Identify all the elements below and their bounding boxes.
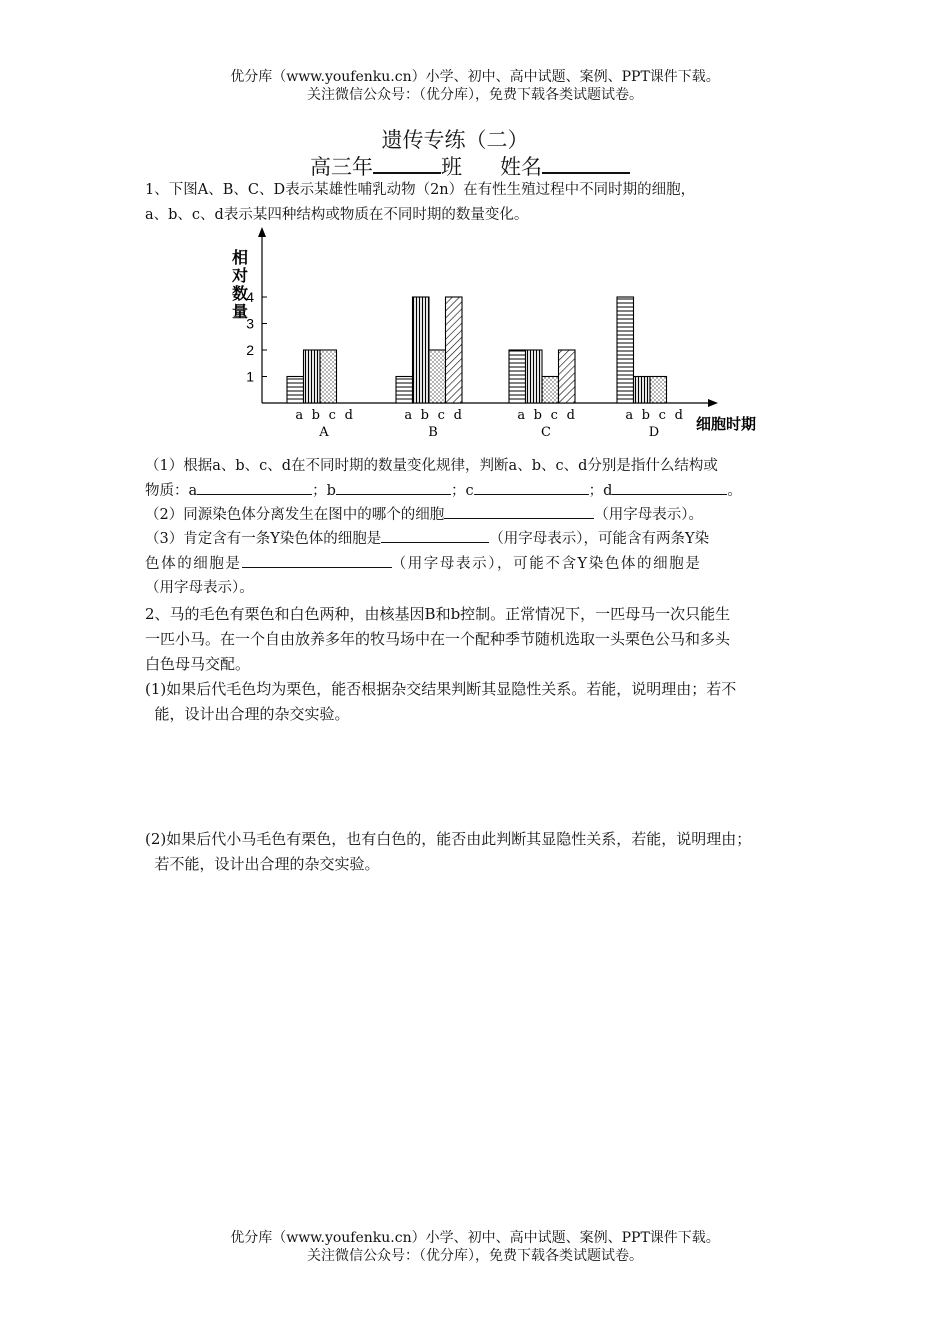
y-axis-label-char: 量: [231, 302, 249, 321]
q1-part2-end: （用字母表示）。: [594, 507, 703, 523]
series-label: d: [674, 408, 683, 423]
series-label: d: [566, 408, 575, 423]
q2-sub1-answer-area[interactable]: [145, 728, 805, 824]
series-label: a: [517, 408, 526, 423]
page-title: 遗传专练（二）: [381, 128, 529, 152]
bar-B-a: [396, 377, 413, 404]
student-info: [310, 151, 630, 181]
group-label-D: D: [648, 425, 660, 440]
y-tick-label: 4: [246, 289, 254, 305]
grade-label: 高三年: [310, 155, 373, 179]
bar-D-c: [650, 377, 667, 404]
q1-intro-2: a、b、c、d表示某四种结构或物质在不同时期的数量变化。: [145, 207, 529, 223]
footer-line-1: 优分库（www.youfenku.cn）小学、初中、高中试题、案例、PPT课件下载。: [230, 1230, 720, 1246]
x-axis-label: 细胞时期: [696, 415, 757, 433]
q2-sub2-line1: (2)如果后代小马毛色有栗色，也有白色的，能否由此判断其显隐性关系，若能，说明理由；: [145, 830, 752, 848]
class-label: 班: [441, 155, 462, 179]
q1-part3-text-d: （用字母表示），可能不含Y染色体的细胞是: [391, 556, 702, 572]
series-label: a: [404, 408, 413, 423]
q1-part3-line2: [145, 553, 701, 574]
y-tick-label: 2: [246, 342, 254, 358]
label-a: 物质：a: [145, 483, 198, 499]
q2-intro-1: 2、马的毛色有栗色和白色两种，由核基因B和b控制。正常情况下，一匹母马一次只能生: [145, 605, 731, 623]
cell-stage-bar-chart: [220, 225, 780, 445]
q1-part1-line2: [145, 480, 742, 501]
series-label: c: [437, 408, 445, 423]
blank-c[interactable]: [474, 480, 589, 495]
q1-part3-line1: [145, 528, 709, 549]
y-axis-label-char: 相: [231, 248, 249, 267]
bar-B-c: [429, 350, 446, 403]
series-label: c: [550, 408, 558, 423]
q2-sub1-line1: (1)如果后代毛色均为栗色，能否根据杂交结果判断其显隐性关系。若能，说明理由；若不: [145, 680, 737, 698]
blank-a[interactable]: [197, 480, 312, 495]
series-label: c: [658, 408, 666, 423]
header-line-1: 优分库（www.youfenku.cn）小学、初中、高中试题、案例、PPT课件下载。: [230, 69, 720, 85]
y-axis-arrow-icon: [258, 227, 266, 237]
bar-B-d: [446, 297, 463, 403]
series-label: b: [641, 408, 650, 423]
y-axis-label-char: 数: [231, 284, 249, 303]
group-label-B: B: [428, 425, 438, 440]
header-line-2: 关注微信公众号：（优分库），免费下载各类试题试卷。: [307, 87, 643, 103]
label-c: ；c: [450, 483, 474, 499]
name-blank[interactable]: [542, 158, 630, 174]
q1-part2-text: （2）同源染色体分离发生在图中的哪个的细胞: [145, 507, 445, 523]
q1-part3-text-a: （3）肯定含有一条Y染色体的细胞是: [145, 531, 382, 547]
group-label-C: C: [541, 425, 551, 440]
q1-part3-text-c: 色体的细胞是: [145, 556, 242, 572]
x-axis-arrow-icon: [708, 399, 718, 407]
blank-two-y[interactable]: [242, 553, 392, 568]
series-label: b: [311, 408, 320, 423]
bar-C-c: [542, 377, 559, 404]
bar-A-b: [304, 350, 321, 403]
series-label: a: [295, 408, 304, 423]
bar-C-d: [559, 350, 576, 403]
name-label: 姓名: [500, 155, 542, 179]
blank-homolog[interactable]: [444, 504, 594, 519]
label-d: ；d: [588, 483, 613, 499]
blank-d[interactable]: [612, 480, 727, 495]
footer-line-2: 关注微信公众号：（优分库），免费下载各类试题试卷。: [307, 1248, 643, 1264]
bar-C-b: [526, 350, 543, 403]
q2-intro-2: 一匹小马。在一个自由放养多年的牧马场中在一个配种季节随机选取一头栗色公马和多头: [145, 630, 731, 648]
label-b: ；b: [312, 483, 336, 499]
series-label: a: [625, 408, 634, 423]
series-label: c: [328, 408, 336, 423]
series-label: b: [533, 408, 542, 423]
blank-b[interactable]: [336, 480, 451, 495]
y-tick-label: 3: [246, 315, 254, 332]
series-label: d: [453, 408, 462, 423]
y-axis-label-char: 对: [231, 266, 249, 285]
series-label: b: [420, 408, 429, 423]
bar-D-b: [634, 377, 651, 404]
q1-part1-line1: （1）根据a、b、c、d在不同时期的数量变化规律，判断a、b、c、d分别是指什么结构或: [145, 458, 718, 474]
q1-intro-1: 1、下图A、B、C、D表示某雄性哺乳动物（2n）在有性生殖过程中不同时期的细胞，: [145, 182, 696, 198]
y-tick-label: 1: [246, 368, 254, 385]
bar-A-a: [287, 377, 304, 404]
bar-A-c: [320, 350, 337, 403]
bar-B-b: [413, 297, 430, 403]
q2-sub2-answer-area[interactable]: [145, 880, 805, 1200]
bar-C-a: [509, 350, 526, 403]
q1-part2: [145, 504, 703, 525]
q1-part3-text-b: （用字母表示），可能含有两条Y染: [489, 531, 710, 547]
blank-one-y[interactable]: [381, 528, 489, 543]
end-punct: 。: [727, 483, 742, 499]
series-label: d: [344, 408, 353, 423]
q2-intro-3: 白色母马交配。: [145, 655, 251, 673]
q2-sub1-line2: 能，设计出合理的杂交实验。: [145, 705, 350, 723]
group-label-A: A: [319, 425, 329, 440]
bar-D-a: [617, 297, 634, 403]
q2-sub2-line2: 若不能，设计出合理的杂交实验。: [145, 855, 380, 873]
class-blank[interactable]: [373, 158, 441, 174]
q1-part3-line3: （用字母表示）。: [145, 580, 254, 596]
